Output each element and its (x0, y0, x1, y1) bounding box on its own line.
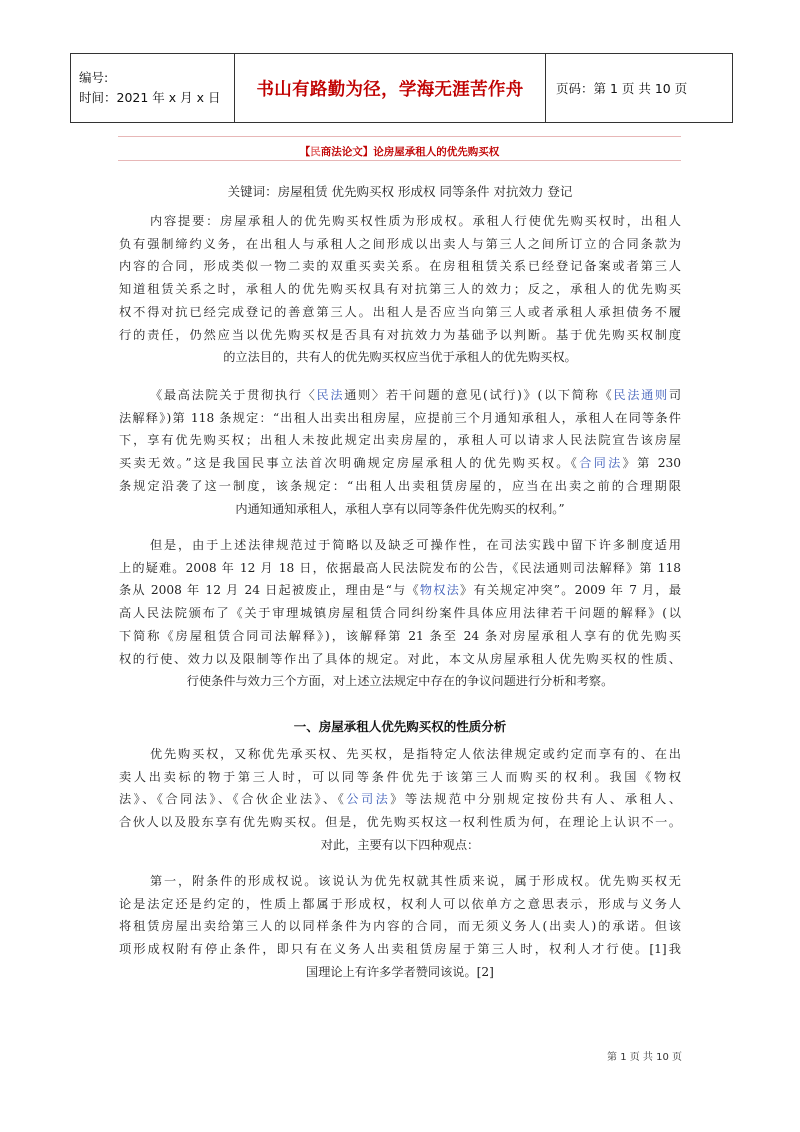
link-minfa[interactable]: 民法 (316, 388, 345, 402)
abstract-paragraph (119, 210, 681, 369)
para4-line: 第一，附条件的形成权说。该说认为优先权就其性质来说，属于形成权。优先购买权无 (150, 874, 681, 888)
link-hetongfa[interactable]: 合同法 (579, 456, 623, 471)
abstract-line: 权不得对抗已经完成登记的善意第三人。出租人是否应当向第三人或者承租人承担债务不履 (119, 304, 681, 319)
para1-line: 内通知通知承租人，承租人享有以同等条件优先购买的权利。” (235, 501, 565, 516)
header-page-cell (546, 54, 732, 122)
abstract-line: 的立法目的，共有人的优先购买权应当优于承租人的优先购买权。 (223, 350, 577, 365)
time-label: 时间：2021 年 x 月 x 日 (79, 90, 221, 105)
paragraph-1 (119, 384, 681, 520)
para4-line: 论是法定还是约定的，性质上都属于形成权，权利人可以依单方之意思表示，形成与义务人 (119, 896, 681, 911)
para2-line: 高人民法院颁布了《关于审理城镇房屋租赁合同纠纷案件具体应用法律若干问题的解释》(以 (119, 606, 681, 621)
para1-line: 买卖无效。”这是我国民事立法首次明确规定房屋承租人的优先购买权。《合同法》第 230 (119, 456, 681, 471)
para1-line: 《最高法院关于贯彻执行〈民法通则〉若干问题的意见(试行)》(以下简称《民法通则司 (150, 388, 681, 402)
para2-line: 权的行使、效力以及限制等作出了具体的规定。对此，本文从房屋承租人优先购买权的性质、 (119, 651, 681, 666)
title-bottom-rule (118, 160, 681, 161)
abstract-line: 负有强制缔约义务，在出租人与承租人之间形成以出卖人与第三人之间所订立的合同条款为 (119, 236, 681, 251)
para3-line: 对此，主要有以下四种观点： (320, 837, 480, 852)
header-motto-cell (235, 54, 546, 122)
para3-line: 优先购买权，又称优先承买权、先买权，是指特定人依法律规定或约定而享有的、在出 (150, 747, 681, 761)
para3-line: 法》、《合同法》、《合伙企业法》、《公司法》等法规范中分别规定按份共有人、承租人、 (119, 792, 681, 807)
para2-line: 但是，由于上述法律规范过于简略以及缺乏可操作性，在司法实践中留下许多制度适用 (150, 538, 681, 552)
paragraph-4 (119, 870, 681, 984)
title-top-rule (118, 136, 681, 137)
keywords-line: 关键词：房屋租赁 优先购买权 形成权 同等条件 对抗效力 登记 (227, 184, 573, 199)
para1-line: 下，享有优先购买权；出租人未按此规定出卖房屋的，承租人可以请求人民法院宣告该房屋 (119, 433, 681, 448)
para3-line: 卖人出卖标的物于第三人时，可以同等条件优先于该第三人而购买的权利。我国《物权 (119, 769, 681, 784)
para1-line: 法解释》)第 118 条规定：“出租人出卖出租房屋，应提前三个月通知承租人，承租人在同等条件 (119, 410, 681, 425)
link-gongsifa[interactable]: 公司法 (346, 792, 391, 807)
page-footer: 第 1 页 共 10 页 (607, 1052, 682, 1063)
para2-line: 条从 2008 年 12 月 24 日起被废止，理由是“与《物权法》有关规定冲突”。2009 年 7 月，最 (119, 583, 681, 598)
paragraph-2 (119, 534, 681, 693)
para2-line: 上的疑难。2008 年 12 月 18 日，依据最高人民法院发布的公告，《民法通则司法解释》第 118 (119, 560, 681, 575)
abstract-line: 知道租赁关系之时，承租人的优先购买权具有对抗第三人的效力；反之，承租人的优先购买 (119, 282, 681, 297)
abstract-line: 内容提要：房屋承租人的优先购买权性质为形成权。承租人行使优先购买权时，出租人 (150, 214, 681, 228)
link-minfa-tongze[interactable]: 民法通则 (613, 388, 669, 402)
document-title (118, 144, 681, 159)
header-table (70, 53, 733, 123)
link-wuquanfa[interactable]: 物权法 (419, 583, 461, 598)
para4-line: 将租赁房屋出卖给第三人的以同样条件为内容的合同，而无须义务人(出卖人)的承诺。但该 (119, 919, 681, 934)
abstract-line: 行的责任，仍然应当以优先购买权是否具有对抗效力为基础予以判断。基于优先购买权制度 (119, 327, 681, 342)
paragraph-3 (119, 743, 681, 857)
para2-line: 下简称《房屋租赁合同司法解释》)，该解释第 21 条至 24 条对房屋承租人享有的优先购买 (119, 628, 681, 643)
title-rest: 商法论文】论房屋承租人的优先购买权 (320, 146, 500, 158)
para4-line: 国理论上有许多学者赞同该说。[2] (306, 964, 494, 979)
header-left-cell (71, 54, 235, 122)
para3-line: 合伙人以及股东享有优先购买权。但是，优先购买权这一权利性质为何，在理论上认识不一。 (119, 815, 681, 830)
number-label: 编号: (79, 70, 109, 85)
title-inner: 民 (310, 146, 321, 158)
title-bracket: 【 (299, 146, 311, 158)
para1-line: 条规定沿袭了这一制度，该条规定：“出租人出卖租赁房屋的，应当在出卖之前的合理期限 (119, 478, 681, 493)
page-label: 页码：第 1 页 共 10 页 (556, 81, 688, 96)
para4-line: 项形成权附有停止条件，即只有在义务人出卖租赁房屋于第三人时，权利人才行使。[1]我 (119, 942, 681, 957)
motto-text: 书山有路勤为径，学海无涯苦作舟 (256, 79, 524, 100)
abstract-line: 内容的合同，形成类似一物二卖的双重买卖关系。在房租租赁关系已经登记备案或者第三人 (119, 259, 681, 274)
section-heading: 一、房屋承租人优先购买权的性质分析 (293, 719, 507, 734)
para2-line: 行使条件与效力三个方面，对上述立法规定中存在的争议问题进行分析和考察。 (186, 674, 614, 689)
